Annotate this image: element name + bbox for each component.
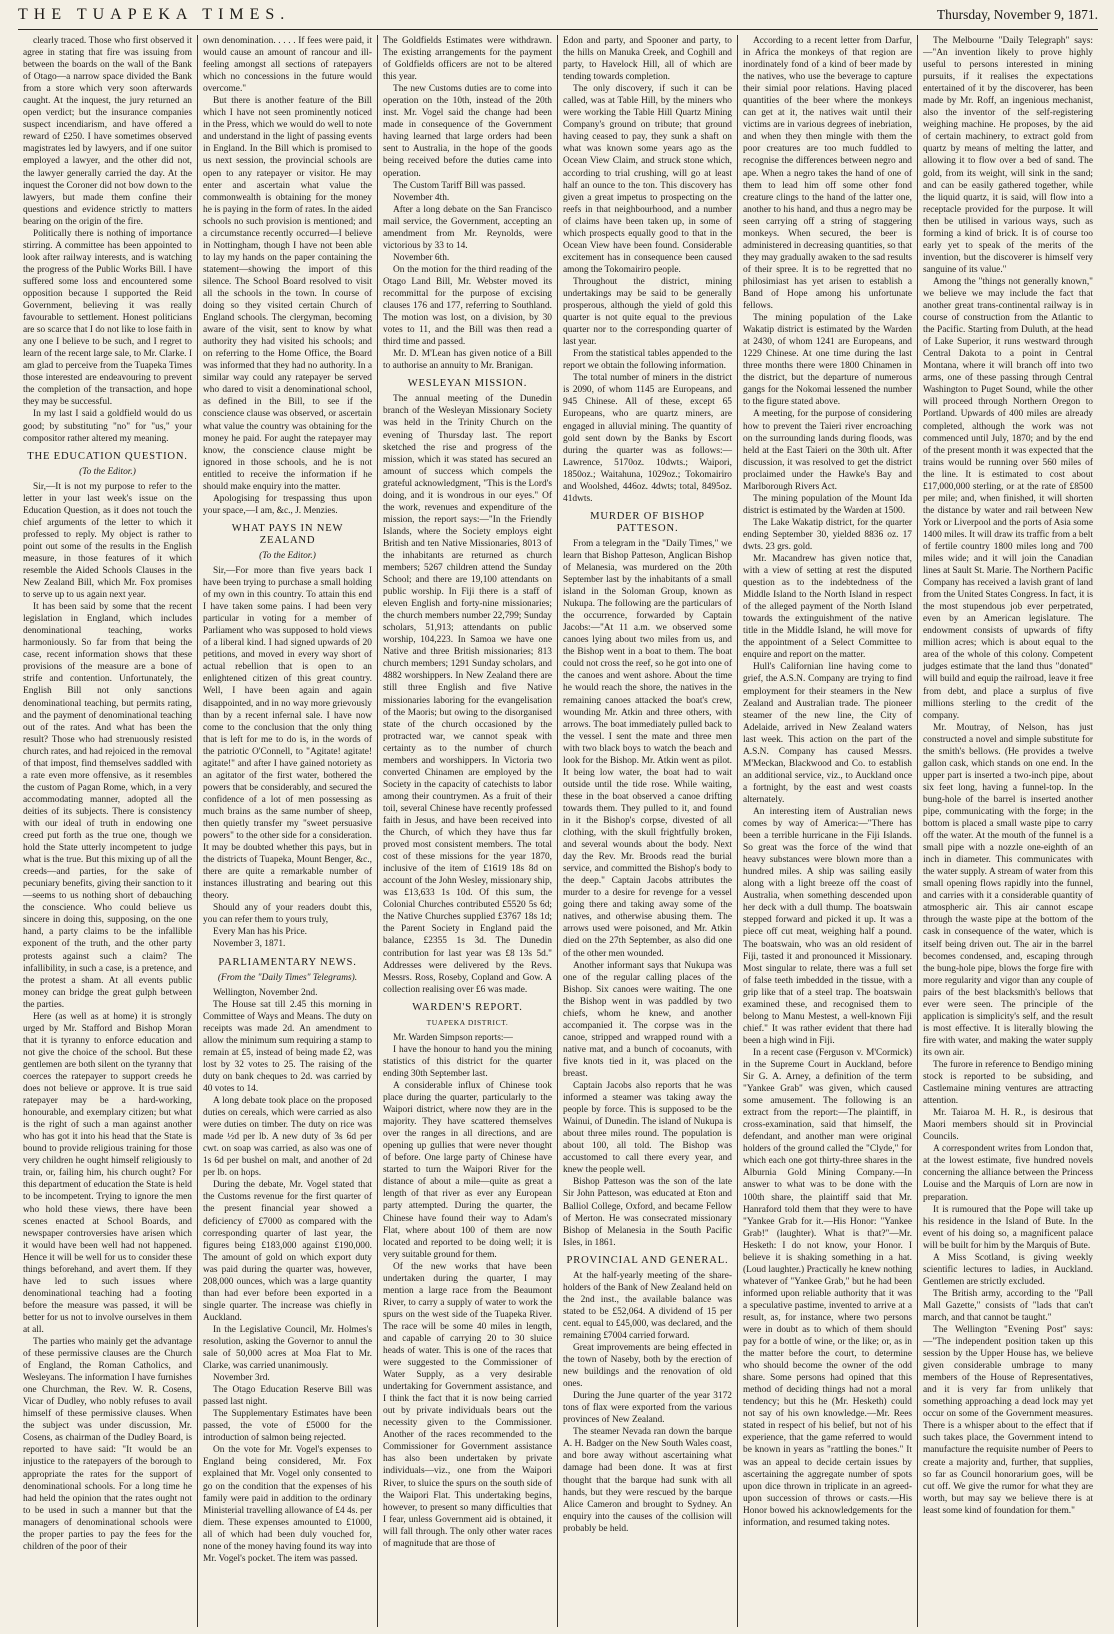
- article-heading: MURDER OF BISHOP PATTESON.: [590, 510, 705, 534]
- paragraph: The new Customs duties are to come into operation on the 10th, instead of the 20th inst. Mr. Vogel said the change had been made in consequence of the Government having learned that large orders had been sent to Australia, in the hope of the goods being received before the duties came into operation.: [383, 84, 552, 179]
- masthead-rule: [18, 29, 1098, 30]
- columns: [18, 35, 1098, 1627]
- paragraph: According to a recent letter from Darfur, in Africa the monkeys of that region are inordinately fond of a kind of beer made by the natives, who use the beverage to capture their simial poor relations. Having placed quantities of the beer where the monkeys can get at it, the natives wait until their victims are in various degrees of inebriation, and when they then mingle with them the poor creatures are too much fuddled to recognise the differences between negro and ape. When a negro takes the hand of one of them to lead him off some other fond creature clings to the hand of the latter one, another to his hand, and thus a negro may be seen carrying off a string of staggering monkeys. When secured, the beer is administered in decreasing quantities, so that they may gradually awaken to the sad results of their spree. It is to be regretted that no philosimiast has yet arisen to establish a Band of Hope among his unfortunate fellows.: [743, 36, 912, 312]
- paragraph: In my last I said a goldfield would do us good; by substituting "no" for "us," your compositor rather altered my meaning.: [23, 409, 192, 444]
- paragraph: Wellington, November 2nd.: [213, 987, 318, 998]
- paragraph: Bishop Patteson was the son of the late Sir John Patteson, was educated at Eton and Balliol College, Oxford, and became Fellow of Merton. He was consecrated missionary Bishop of Melanesia in the South Pacific Isles, in 1861.: [563, 1177, 732, 1248]
- paragraph: At the half-yearly meeting of the share-holders of the Bank of New Zealand held on the 2nd inst., the available balance was stated to be £52,064. A dividend of 15 per cent. equal to £45,000, was declared, and the remaining £7004 carried forward.: [563, 1270, 732, 1341]
- paragraph: The only discovery, if such it can be called, was at Table Hill, by the miners who were working the Table Hill Quartz Mining Company's ground on tribute; that ground having ceased to pay, they sunk a shaft on what was known some years ago as the Ocean View Claim, and struck stone which, according to trial crushing, will go at least half an ounce to the ton. This discovery has given a great impetus to prospecting on the reefs in that neighbourhood, and a number of claims have been taken up, in some of which prospects equally good to that in the Ocean View have been found. Considerable excitement has in consequence been caused among the Tokomairiro people.: [563, 84, 732, 275]
- paragraph: After a long debate on the San Francisco mail service, the Government, accepting an amendment from Mr. Reynolds, were victorious by 33 to 14.: [383, 204, 552, 251]
- paragraph: The steamer Nevada ran down the barque A. H. Badger on the New South Wales coast, and bore away without ascertaining what damage had been done. It was at first thought that the barque had sunk with all hands, but they were rescued by the barque Alice Cameron and brought to Sydney. An enquiry into the causes of the collision will probably be held.: [563, 1427, 732, 1534]
- paragraph: A Miss Scotland, is giving weekly scientific lectures to ladies, in Auckland. Gentlemen are strictly excluded.: [923, 1252, 1093, 1287]
- paragraph: Apologising for trespassing thus upon your space,—I am, &c., J. Menzies.: [203, 493, 372, 516]
- article-subheading: (From the "Daily Times" Telegrams).: [217, 972, 358, 983]
- article-heading: WESLEYAN MISSION.: [407, 378, 528, 390]
- paragraph: A considerable influx of Chinese took place during the quarter, particularly to the Waipori district, where now they are in the majority. They have scattered themselves over the ranges in all directions, and are opening up gullies that were never thought of before. One large party of Chinese have started to turn the Waipori River for the distance of about a mile—quite as great a length of that river as ever any European party attempted. During the quarter, the Chinese have found their way to Adam's Flat, where about 100 of them are now located and reported to be doing well; it is very suitable ground for them.: [383, 1080, 552, 1260]
- article-heading: WHAT PAYS IN NEW ZEALAND: [231, 522, 344, 546]
- paragraph: In the Legislative Council, Mr. Holmes's resolution, asking the Governor to annul the sale of 50,000 acres at Moa Flat to Mr. Clarke, was carried unanimously.: [203, 1324, 372, 1372]
- paragraph: November 6th.: [393, 252, 450, 263]
- column-6: [918, 35, 1098, 1627]
- article-heading: WARDEN'S REPORT.: [412, 1001, 523, 1013]
- paragraph: November 3, 1871.: [213, 939, 286, 950]
- paragraph: From the statistical tables appended to the report we obtain the following information.: [563, 349, 732, 372]
- paragraph: The parties who mainly get the advantage of these permissive clauses are the Church of England, the Roman Catholics, and Wesleyans. The information I have furnishes one Churchman, the Rev. W. R. Cosens, Vicar of Dudley, who nobly refuses to avail himself of these permissive clauses. When the subject was under discussion, Mr. Cosens, as chairman of the Dudley Board, is reported to have said: "It would be an injustice to the ratepayers of the borough to appropriate the rates for the support of denominational schools. For a long time he had held the opinion that the rates ought not to be used in such a manner but that the managers of denominational schools were the proper parties to pay the fees for the children of the poor of their: [23, 1337, 192, 1552]
- paragraph: I have the honour to hand you the mining statistics of this district for the quarter ending 30th September last.: [383, 1044, 552, 1079]
- paragraph: Mr. Moutray, of Nelson, has just constructed a novel and simple substitute for the smith's bellows. (He provides a twelve gallon cask, which stands on one end. In the upper part is inserted a two-inch pipe, about six feet long, having a funnel-top. In the bung-hole of the barrel is inserted another pipe, communicating with the forge; in the bottom is placed a small waste pipe to carry off the water. At the mouth of the funnel is a small pipe with a nozzle one-eighth of an inch in diameter. This communicates with the water supply. A stream of water from this small opening flows rapidly into the funnel, and carries with it a considerable quantity of atmospheric air. This air cannot escape through the waste pipe at the bottom of the cask in consequence of the water, which is itself being driven out. The air in the barrel becomes condensed, and, escaping through the bung-hole pipe, blows the forge fire with more regularity and vigor than any couple of pairs of the best blacksmith's bellows that ever were seen. The principle of the application is simplicity's self, and the result is most effective. It is literally blowing the fire with water, and making the water supply its own air.: [923, 722, 1093, 1058]
- paragraph: The annual meeting of the Dunedin branch of the Wesleyan Missionary Society was held in the Trinity Church on the evening of Thursday last. The report sketched the rise and progress of the mission, which it was stated has secured an amount of success which compels the grateful acknowledgment, "This is the Lord's doing, and it is wondrous in our eyes." Of the work, revenues and expenditure of the mission, the report says:—"In the Friendly Islands, where the Society employs eight British and ten Native Missionaries, 8013 of the inhabitants are returned as church members; 5267 children attend the Sunday School; and there are 19,100 attendants on public worship. In Fiji there is a staff of eleven English and forty-nine missionaries; the church members number 22,799; Sunday scholars, 51,913; attendants on public worship, 104,223. In Samoa we have one Native and three British missionaries; 813 church members; 1291 Sunday scholars, and 4882 worshippers. In New Zealand there are still three English and five Native missionaries laboring for the evangelisation of the Maoris; but owing to the disorganised state of the church occasioned by the protracted war, we cannot speak with certainty as to the number of church members and worshippers. In Victoria two converted Chinamen are employed by the Society in the capacity of catechists to labor among their countrymen. As a fruit of their toil, several Chinese have recently professed faith in Jesus, and have been received into the Church, of which they have thus far proved most consistent members. The total cost of these missions for the year 1870, inclusive of the item of £1619 18s 8d on account of the John Wesley, missionary ship, was £13,633 1s 10d. Of this sum, the Colonial Churches contributed £5520 5s 6d; the Native Churches supplied £3767 18s 1d; the Parent Society in England paid the balance, £2355 1s 3d. The Dunedin contribution for last year was £8 13s 5d." Addresses were delivered by the Revs. Messrs. Ross, Roseby, Copland and Gow. A collection realising over £6 was made.: [383, 394, 553, 995]
- paragraph: Mr. D. M'Lean has given notice of a Bill to authorise an annuity to Mr. Branigan.: [383, 349, 552, 372]
- paragraph: On the vote for Mr. Vogel's expenses to England being considered, Mr. Fox explained that Mr. Vogel only consented to go on the condition that the expenses of his family were paid in addition to the ordinary Ministerial travelling allowance of £4 4s. per diem. These expenses amounted to £1000, all of which had been duly vouched for, none of the money having found its way into Mr. Vogel's pocket. The item was passed.: [203, 1445, 372, 1564]
- paragraph: The Otago Education Reserve Bill was passed last night.: [203, 1385, 372, 1408]
- paragraph: Mr. Taiaroa M. H. R., is desirous that Maori members should sit in Provincial Councils.: [923, 1108, 1093, 1143]
- paragraph: November 4th.: [393, 192, 450, 203]
- paragraph: Hull's Californian line having come to grief, the A.S.N. Company are trying to find employment for their steamers in the New Zealand and Australian trade. The pioneer steamer of the new line, the City of Adelaide, arrived in New Zealand waters last week. This action on the part of the A.S.N. Company has caused Messrs. M'Meckan, Blackwood and Co. to establish an additional service, viz., to Auckland once a fortnight, by the east and west coasts alternately.: [743, 662, 912, 805]
- paragraph: The Wellington "Evening Post" says:—"The independent position taken up this session by the Upper House has, we believe given considerable umbrage to many members of the House of Representatives, and it is very far from unlikely that something approaching a dead lock may yet occur on some of the Government measures. There is a whisper about to the effect that if such takes place, the Government intend to manufacture the requisite number of Peers to create a majority and, further, that supplies, so far as Council honorarium goes, will be cut off. We give the rumor for what they are worth, but may say we believe there is at least some kind of foundation for them.": [923, 1325, 1093, 1516]
- paragraph: A long debate took place on the proposed duties on cereals, which were carried as also were duties on timber. The duty on rice was made ½d per lb. A new duty of 3s 6d per cwt. on soap was carried, as also was one of 1s 6d per bushel on malt, and another of 2d per lb. on hops.: [203, 1096, 372, 1179]
- paragraph: November 3rd.: [213, 1373, 270, 1384]
- paragraph: It is rumoured that the Pope will take up his residence in the Island of Bute. In the event of his doing so, a magnificent palace will be built for him by the Marquis of Bute.: [923, 1204, 1093, 1251]
- paragraph: Captain Jacobs also reports that he was informed a steamer was taking away the people by force. This is supposed to be the Wainui, of Dunedin. The island of Nukupa is about three miles round. The population is about 100, all told. The Bishop was accustomed to call there every year, and knew the people well.: [563, 1081, 732, 1176]
- column-2: [198, 35, 378, 1627]
- paragraph: Every Man has his Price.: [213, 927, 307, 938]
- paragraph: Here (as well as at home) it is strongly urged by Mr. Stafford and Bishop Moran that it is tyranny to enforce education and not give the choice of the school. But these gentlemen are both silent on the tyranny that coerces the ratepayer to support creeds he does not believe or approve. It is true said ratepayer may be a hard-working, honourable, and exemplary citizen; but what is the right of such a man against another who has got it into his head that the State is bound to provide religious training for those very children he ought himself religiously to train, or, failing him, his church ought? For this department of education the State is held to be incompetent. Trying to ignore the men who hold these views, there have been scenes enacted at School Boards, and newspaper controversies have arisen which it would have been well had not happened. Hence it will be well for us to consider these things beforehand, and avert them. If they have led to such issues where denominational teaching had a footing before the measure was passed, it will be better for us not to involve ourselves in them at all.: [23, 1011, 192, 1335]
- paragraph: During the debate, Mr. Vogel stated that the Customs revenue for the first quarter of the present financial year showed a deficiency of £7000 as compared with the corresponding quarter of last year, the figures being £183,000 against £190,000. The amount of gold on which export duty was paid during the quarter was, however, 208,000 ounces, which was a large quantity than had ever before been exported in a single quarter. The increase was chiefly in Auckland.: [203, 1180, 372, 1323]
- paragraph: Mr. Macandrew has given notice that, with a view of setting at rest the disputed question as to the indebtedness of the Middle Island to the North Island in respect of the alleged payment of the North Island towards the extinguishment of the native title in the Middle Island, he will move for the appointment of a Select Committee to enquire and report on the matter.: [743, 554, 912, 661]
- paragraph: An interesting item of Australian news comes by way of America:—"There has been a terrible hurricane in the Fiji Islands. So great was the force of the wind that heavy substances were blown more than a hundred miles. A ship was sailing easily along with a light breeze off the coast of Australia, when something descended upon her deck with a dull thump. The boatswain stepped forward and picked it up. It was a piece off cut meat, weighing half a pound. The boatswain, who was an old resident of Fiji, tasted it and pronounced it Missionary. Most singular to relate, there was a full set of false teeth imbedded in the tissue, with a grip like that of a steel trap. The boatswain examined these, and recognised them to belong to Manu Mestest, a well-known Fiji chief." It was rather evident that there had been a high wind in Fiji.: [743, 807, 912, 1046]
- paragraph: A meeting, for the purpose of considering how to prevent the Taieri river encroaching on the surrounding lands during floods, was held at the East Taieri on the 30th ult. After discussion, it was resolved to get the district proclaimed under the Hawke's Bay and Marlborough Rivers Act.: [743, 409, 912, 492]
- paragraph: In a recent case (Ferguson v. M'Cormick) in the Supreme Court in Auckland, before Sir G. A. Arney, a definition of the term "Yankee Grab" was given, which caused some amusement. The following is an extract from the report:—The plaintiff, in cross-examination, said that himself, the defendant, and another man were original holders of the ground called the "Clyde," for which each one got thirty-three shares in the Alburnia Gold Mining Company.—In answer to what was to be done with the 100th share, the plaintiff said that Mr. Hanraford told them that they were to have "Yankee Grab for it.—His Honor: "Yankee Grab!" (laughter). What is that?"—Mr. Hesketh: I do not know, your Honor. I believe it is shaking something in a hat. (Loud laughter.) Practically he knew nothing whatever of "Yankee Grab," but he had been informed upon reliable authority that it was a speculative pastime, invented to arrive at a result, as, for instance, where two persons were in doubt as to which of them should pay for a bottle of wine, or the like; or, as in the matter before the court, to determine who should become the owner of the odd share. Some persons had opined that this method of deciding things had not a moral tendency; but this he (Mr. Hesketh) could not say of his own knowledge.—Mr. Rees stated in respect of his belief, but not of his experience, that the game referred to would be known in years as "rattling the bones." It was an appeal to decide certain issues by ascertaining the aggregate number of spots upon dice thrown in triplicate in an agreed-upon succession of throws or casts.—His Honor bowed his acknowledgements for the information, and resumed taking notes.: [743, 1047, 912, 1528]
- article-heading: PARLIAMENTARY NEWS.: [218, 956, 357, 968]
- masthead: [18, 6, 1098, 28]
- paragraph: On the motion for the third reading of the Otago Land Bill, Mr. Webster moved its recommittal for the purpose of excising clauses 176 and 177, referring to Southland. The motion was lost, on a division, by 30 votes to 11, and the Bill was then read a third time and passed.: [383, 264, 552, 348]
- article-subheading: (To the Editor.): [79, 466, 136, 477]
- paragraph: Among the "things not generally known," we believe we may include the fact that another great trans-continental railway is in course of construction from the Atlantic to the Pacific. Starting from Duluth, at the head of Lake Superior, it runs westward through Central Dakota to a point in Central Montana, where it will branch off into two arms, one of these passing through Central Washington to Puget Sound, while the other will proceed through Northern Oregon to Portland. Upwards of 400 miles are already completed, although the work was not commenced until July, 1870; and by the end of the present month it was expected that the trains would be running over 560 miles of the line. It is estimated to cost about £17,000,000 sterling, or at the rate of £8500 per mile; and, when finished, it will shorten the distance by water and rail between New York or Liverpool and the ports of Asia some 1400 miles. It will draw its traffic from a belt of fertile country 1800 miles long and 700 miles wide; and it will join the Canadian lines at Sault St. Marie. The Northern Pacific Company has received a lavish grant of land from the United States Congress. In fact, it is the most stupendous job ever perpetrated, even by an American legislature. The endowment consists of upwards of fifty million acres; which is about equal to the area of the whole of this colony. Competent judges estimate that the land thus "donated" will build and equip the railroad, leave it free from debt, and place a surplus of five millions sterling to the credit of the company.: [923, 276, 1093, 721]
- paragraph: The furore in reference to Bendigo mining stock is reported to be subsiding, and Castlemaine mining ventures are attracting attention.: [923, 1059, 1093, 1107]
- paragraph: Sir,—It is not my purpose to refer to the letter in your last week's issue on the Education Question, as it does not touch the chief arguments of the letter to which it professed to reply. My object is rather to point out some of the results in the English measure, in those features of it which resemble the Aided Schools Clauses in the New Zealand Bill, which Mr. Fox promises to serve up to us again next year.: [23, 481, 192, 601]
- column-5: [738, 35, 918, 1627]
- paragraph: The House sat till 2.45 this morning in Committee of Ways and Means. The duty on receipts was made 2d. An amendment to allow the minimum sum requiring a stamp to remain at £5, instead of being made £2, was lost by 32 votes to 25. The raising of the duty on bank cheques to 2d. was carried by 40 votes to 14.: [203, 999, 372, 1094]
- paragraph: clearly traced. Those who first observed it agree in stating that fire was issuing from between the boards on the wall of the Bank of Otago—a narrow space divided the Bank from a store which very soon afterwards caught. At the inquest, the jury returned an open verdict; but the insurance companies suspect incendiarism, and have offered a reward of £250. I have sometimes observed magistrates led by lawyers, and if one suitor employed a lawyer, and the other did not, the lawyer generally carried the day. At the inquest the Coroner did not bow down to the lawyers, but made them confine their questions and evidence strictly to matters bearing on the origin of the fire.: [23, 36, 192, 227]
- paragraph: The British army, according to the "Pall Mall Gazette," consists of "lads that can't march, and that cannot be taught.": [923, 1288, 1093, 1323]
- paragraph: The Goldfields Estimates were withdrawn. The existing arrangements for the payment of Goldfields officers are not to be altered this year.: [383, 36, 552, 83]
- paragraph: Another informant says that Nukupa was one of the regular calling places of the Bishop. Six canoes were waiting. The one the Bishop went in was paddled by two chiefs, whom he knew, and another accompanied it. The corpse was in the canoe, stripped and wrapped round with a native mat, and a bunch of cocoanuts, with five knots tied in it, was placed on the breast.: [563, 960, 732, 1079]
- paragraph: It has been said by some that the recent legislation in England, which includes denominational teaching, works harmoniously. So far from that being the case, recent information shows that these provisions of the measure are a bone of strife and contention. Unfortunately, the English Bill not only sanctions denominational teaching, but permits rating, and the payment of denominational teaching out of the rates. And what has been the result? Those who had strenuously resisted church rates, and had rejoiced in the removal of that impost, find themselves saddled with a rate even more offensive, as it resembles the custom of Pagan Rome, which, in a very accommodating manner, adopted all the deities of its subjects. There is consistency with our ideal of truth in endowing one creed put forth as the true one, though we hold the State utterly incompetent to judge what is the true. But this mixing up of all the creeds—and parties, for the sake of pecuniary benefits, giving their sanction to it—seems to us nothing short of debauching the conscience. Who could believe us sincere in doing this, supposing, on the one hand, a party claims to be the infallible exponent of the truth, and the other party protests against such a claim? The infallibility, in such a case, is a pretence, and the protest a sham. At all events public money can bridge the great gulph between the parties.: [23, 602, 192, 1010]
- paragraph: The Supplementary Estimates have been passed, the vote of £5000 for the introduction of salmon being rejected.: [203, 1409, 372, 1444]
- paragraph: Mr. Warden Simpson reports:—: [393, 1032, 513, 1043]
- article-heading: PROVINCIAL AND GENERAL.: [566, 1254, 729, 1266]
- paragraph: The mining population of the Mount Ida district is estimated by the Warden at 1500.: [743, 493, 912, 516]
- paragraph: From a telegram in the "Daily Times," we learn that Bishop Patteson, Anglican Bishop of Melanesia, was murdered on the 20th September last by the inhabitants of a small island in the Soloman Group, known as Nukupa. The following are the particulars of the occurrence, forwarded by Captain Jacobs:—"At 11 a.m. we observed some canoes lying about two miles from us, and the Bishop went in a boat to them. The boat could not cross the reef, so he got into one of the canoes and went ashore. About the time he would reach the shore, the natives in the remaining canoes attacked the boat's crew, wounding Mr. Atkin and three others, with arrows. The boat immediately pulled back to the vessel. I sent the mate and three men with two black boys to watch the beach and look for the Bishop. Mr. Atkin went as pilot. It being low water, the boat had to wait outside until the tide rose. While waiting, these in the boat observed a canoe drifting towards them. They pulled to it, and found in it the Bishop's corpse, divested of all clothing, with the skull frightfully broken, and several wounds about the body. Next day the Rev. Mr. Broods read the burial service, and committed the Bishop's body to the deep." Captain Jacobs attributes the murder to a desire for revenge for a vessel going there and taking away some of the natives, and otherwise abusing them. The arrows used were poisoned, and Mr. Atkin died on the 27th September, as also did one of the other men wounded.: [563, 538, 732, 959]
- newspaper-title: THE TUAPEKA TIMES.: [18, 6, 291, 23]
- article-heading: THE EDUCATION QUESTION.: [27, 450, 188, 462]
- paragraph: The mining population of the Lake Wakatip district is estimated by the Warden at 2430, of whom 1241 are Europeans, and 1229 Chinese. At one time during the last three months there were 1800 Chinamen in the district, but the departure of numerous gangs for the Nokomai lessened the number to the figure stated above.: [743, 313, 912, 408]
- paragraph: own denomination. . . . . If fees were paid, it would cause an amount of rancour and ill-feeling amongst all sections of ratepayers which no concessions in the future would overcome.": [203, 36, 372, 95]
- paragraph: The Custom Tariff Bill was passed.: [393, 180, 526, 191]
- paragraph: The Melbourne "Daily Telegraph" says:—"An invention likely to prove highly useful to persons interested in mining pursuits, if it realises the expectations entertained of it by the discoverer, has been made by Mr. Roff, an ingenious mechanist, also the inventor of the self-registering weighing machine. He proposes, by the aid of certain machinery, to extract gold from quartz by means of melting the latter, and allowing it to flow over a bed of sand. The gold, from its weight, will sink in the sand; and can be easily gathered together, while the liquid quartz, it is said, will flow into a receptacle provided for the purpose. It will then be utilised in various ways, such as forming a kind of brick. It is of course too early yet to speak of the merits of the invention, but the discoverer is himself very sanguine of its value.": [923, 36, 1093, 275]
- paragraph: During the June quarter of the year 3172 tons of flax were exported from the various provinces of New Zealand.: [563, 1391, 732, 1426]
- paragraph: The total number of miners in the district is 2090, of whom 1145 are Europeans, and 945 Chinese. All of these, except 65 Europeans, who are quartz miners, are engaged in alluvial mining. The quantity of gold sent down by the Banks by Escort during the quarter was as follows:—Lawrence, 5170oz. 10dwts.; Waipori, 1850oz.; Waitahuna, 1029oz.; Tokomairiro and Woolshed, 446oz. 4dwts; total, 8495oz. 41dwts.: [563, 373, 732, 504]
- paragraph: A correspondent writes from London that, at the lowest estimate, five hundred novels concerning the alliance between the Princess Louise and the Marquis of Lorn are now in preparation.: [923, 1144, 1093, 1203]
- paragraph: But there is another feature of the Bill which I have not seen prominently noticed in the Press, which we would do well to note and understand in the light of passing events in England. In the Bill which is promised to us next session, the provincial schools are open to any ratepayer or visitor. He may enter and ascertain what value the commonwealth is obtaining for the money he is paying in the form of rates. In the aided schools no such provision is mentioned; and a circumstance recently occurred—I believe in Nottingham, though I have not been able to lay my hands on the paper containing the statement—showing the import of this silence. The School Board resolved to visit all the schools in the town. In course of doing so they visited certain Church of England schools. The clergyman, becoming aware of the visit, sent to know by what authority they had visited his schools; and on referring to the Home Office, the Board was informed that they had no authority. In a similar way could any ratepayer be served who dared to visit a denominational school, as defined in the Bill, to see if the conscience clause was observed, or ascertain what value the country was obtaining for the money he paid. For aught the ratepayer may know, the conscience clause might be ignored in those schools, and he is not entitled to receive the information if he should make enquiry into the matter.: [203, 96, 372, 492]
- paragraph: Edon and party, and Spooner and party, to the hills on Manuka Creek, and Coghill and party, to Havelock Hill, all of which are tending towards completion.: [563, 36, 732, 83]
- article-subheading: (To the Editor.): [259, 550, 316, 561]
- paragraph: Great improvements are being effected in the town of Naseby, both by the erection of new buildings and the renovation of old ones.: [563, 1343, 732, 1390]
- paragraph: The Lake Wakatip district, for the quarter ending September 30, yielded 8836 oz. 17 dwts. 23 grs. gold.: [743, 517, 912, 552]
- paragraph: Throughout the district, mining undertakings may be said to be generally prosperous, although the yield of gold this quarter is not quite equal to the previous quarter nor to the corresponding quarter of last year.: [563, 276, 732, 348]
- column-4: [558, 35, 738, 1627]
- column-1: [18, 35, 198, 1627]
- paragraph: Politically there is nothing of importance stirring. A committee has been appointed to look after railway interests, and is watching the progress of the Public Works Bill. I have suffered some loss and encountered some opposition because I supported the Reid Government, believing it was really favourable to settlement. Honest politicians are so scarce that I do not like to lose faith in any one I believe to be such, and I regret to learn of the recent large sale, to Mr. Clarke. I am glad to perceive from the Tuapeka Times those interested are endeavouring to prevent the completion of the transaction, and hope they may be successful.: [23, 228, 192, 408]
- paragraph: Of the new works that have been undertaken during the quarter, I may mention a large race from the Beaumont River, to carry a supply of water to work the spurs on the west side of the Tuapeka River. The race will be some 40 miles in length, and capable of carrying 20 to 30 sluice heads of water. This is one of the races that were suggested to the Commissioner of Water Supply, as a very desirable undertaking for Government assistance, and I think the fact that it is now being carried out by private individuals bears out the necessity given to the Commissioner. Another of the races recommended to the Commissioner for Government assistance has also been undertaken by private individuals—viz., one from the Waipori River, to sluice the spurs on the south side of the Waipori Flat. This undertaking begins, however, to present so many difficulties that I fear, unless Government aid is obtained, it will fall through. The only other water races of magnitude that are those of: [383, 1261, 552, 1549]
- section-label: TUAPEKA DISTRICT.: [426, 1017, 509, 1027]
- paragraph: Should any of your readers doubt this, you can refer them to yours truly,: [203, 903, 372, 926]
- issue-date: Thursday, November 9, 1871.: [936, 7, 1098, 22]
- column-3: [378, 35, 558, 1627]
- paragraph: Sir,—For more than five years back I have been trying to purchase a small holding of my own in this country. To attain this end I have taken some pains. I had been very particular in voting for a member of Parliament who was supposed to hold views of a liberal kind. I had signed upwards of 20 petitions, and moved in every way short of actual rebellion that is open to an enlightened citizen of this great country. Well, I have been again and again disappointed, and in no way more grievously than by a recent infernal sale. I have now come to the conclusion that the only thing that is left for me to do is, in the words of the patriotic O'Connell, to "Agitate! agitate! agitate!" and after I have gained notoriety as an agitator of the first water, bothered the powers that be considerably, and secured the confidence of a lot of men possessing as much brains as the same number of sheep, then quietly transfer my "sweet persuasive powers" to the other side for a consideration. It may be doubted whether this pays, but in the districts of Tuapeka, Mount Benger, &c., there are quite a remarkable number of instances illustrating and bearing out this theory.: [203, 566, 372, 902]
